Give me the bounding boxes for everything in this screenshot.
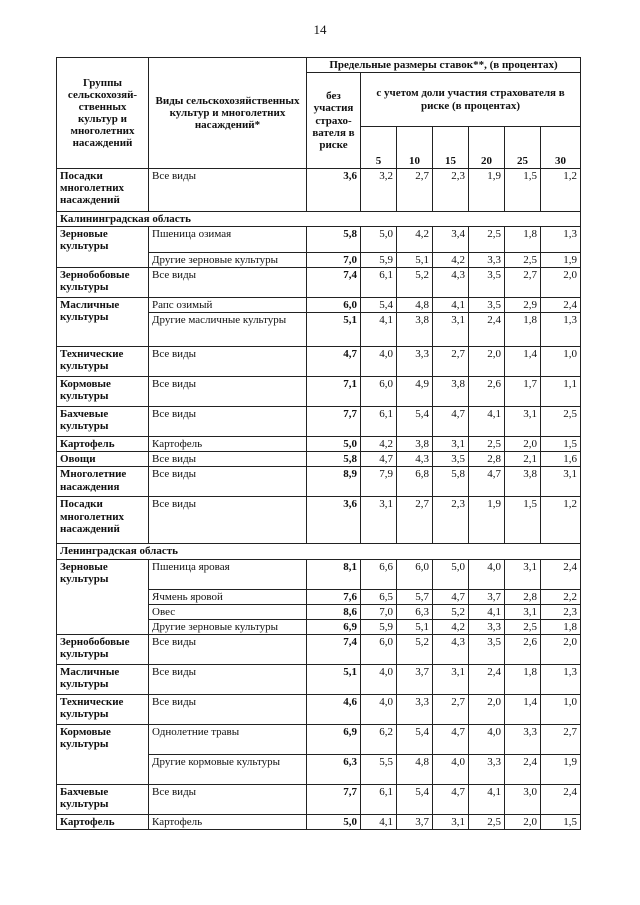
rate-share-10-cell: 3,7 [397, 814, 433, 829]
rate-share-10-cell: 6,0 [397, 559, 433, 589]
rate-share-20-cell: 1,9 [469, 497, 505, 544]
rate-share-25-cell: 2,0 [505, 437, 541, 452]
rate-share-20-cell: 2,8 [469, 452, 505, 467]
rate-share-30-cell: 1,8 [541, 619, 581, 634]
rate-share-25-cell: 1,8 [505, 313, 541, 347]
rate-share-20-cell: 3,3 [469, 253, 505, 268]
base-rate-cell: 7,7 [307, 407, 361, 437]
rate-share-25-cell: 2,4 [505, 754, 541, 784]
crop-group-cell: Зернобобовые культуры [57, 634, 149, 664]
table-row [57, 437, 581, 452]
rate-share-15-cell: 4,3 [433, 634, 469, 664]
base-rate-cell: 8,1 [307, 559, 361, 589]
rate-share-10-cell: 2,7 [397, 497, 433, 544]
table-row [57, 634, 581, 664]
rate-share-5-cell: 6,2 [361, 724, 397, 754]
crop-group-cell: Кормовые культуры [57, 377, 149, 407]
table-row [57, 347, 581, 377]
header-share-10: 10 [397, 127, 433, 169]
crop-kind-cell: Другие масличные культуры [149, 313, 307, 347]
crop-kind-cell: Пшеница яровая [149, 559, 307, 589]
base-rate-cell: 5,8 [307, 452, 361, 467]
rate-share-5-cell: 5,9 [361, 253, 397, 268]
rate-share-5-cell: 4,0 [361, 694, 397, 724]
rate-share-30-cell: 2,4 [541, 784, 581, 814]
rate-share-20-cell: 2,5 [469, 437, 505, 452]
rate-share-10-cell: 5,4 [397, 407, 433, 437]
rate-share-10-cell: 5,2 [397, 268, 433, 298]
rate-share-30-cell: 1,6 [541, 452, 581, 467]
crop-kind-cell: Все виды [149, 169, 307, 212]
rate-share-5-cell: 6,6 [361, 559, 397, 589]
table-row [57, 298, 581, 313]
rate-share-30-cell: 2,2 [541, 589, 581, 604]
rate-share-30-cell: 1,5 [541, 437, 581, 452]
base-rate-cell: 5,0 [307, 814, 361, 829]
rate-share-15-cell: 4,2 [433, 253, 469, 268]
base-rate-cell: 8,9 [307, 467, 361, 497]
rate-share-15-cell: 5,8 [433, 467, 469, 497]
crop-kind-cell: Другие кормовые культуры [149, 754, 307, 784]
rate-share-5-cell: 5,9 [361, 619, 397, 634]
rate-share-20-cell: 2,6 [469, 377, 505, 407]
crop-group-cell: Бахчевые культуры [57, 407, 149, 437]
rate-share-10-cell: 3,3 [397, 694, 433, 724]
crop-group-cell: Масличные культуры [57, 664, 149, 694]
crop-kind-cell: Все виды [149, 467, 307, 497]
crop-kind-cell: Рапс озимый [149, 298, 307, 313]
rate-share-25-cell: 2,0 [505, 814, 541, 829]
rate-share-5-cell: 7,0 [361, 604, 397, 619]
rate-share-10-cell: 2,7 [397, 169, 433, 212]
rate-share-25-cell: 3,3 [505, 724, 541, 754]
rate-share-30-cell: 2,0 [541, 268, 581, 298]
base-rate-cell: 7,1 [307, 377, 361, 407]
crop-group-cell: Масличные культуры [57, 298, 149, 347]
crop-kind-cell: Все виды [149, 268, 307, 298]
table-row [57, 814, 581, 829]
rate-share-5-cell: 6,0 [361, 377, 397, 407]
crop-group-cell: Посадки многолетних насаждений [57, 497, 149, 544]
rate-share-10-cell: 3,8 [397, 313, 433, 347]
crop-group-cell: Технические культуры [57, 347, 149, 377]
rate-share-5-cell: 6,5 [361, 589, 397, 604]
base-rate-cell: 7,4 [307, 634, 361, 664]
rate-share-5-cell: 4,0 [361, 664, 397, 694]
rate-share-10-cell: 4,8 [397, 298, 433, 313]
base-rate-cell: 6,9 [307, 724, 361, 754]
crop-group-cell: Технические культуры [57, 694, 149, 724]
table-row [57, 268, 581, 298]
rate-share-15-cell: 3,1 [433, 313, 469, 347]
rate-share-30-cell: 2,4 [541, 559, 581, 589]
rate-share-20-cell: 3,7 [469, 589, 505, 604]
header-share-column: с учетом доли участия страхователя в риске (в процентах) [361, 73, 581, 127]
base-rate-cell: 5,0 [307, 437, 361, 452]
rate-share-5-cell: 4,1 [361, 313, 397, 347]
region-name: Ленинградская область [57, 544, 581, 559]
rate-share-10-cell: 4,2 [397, 227, 433, 253]
crop-kind-cell: Картофель [149, 814, 307, 829]
crop-kind-cell: Все виды [149, 664, 307, 694]
rate-share-5-cell: 3,1 [361, 497, 397, 544]
crop-group-cell: Многолетние насаждения [57, 467, 149, 497]
header-share-15: 15 [433, 127, 469, 169]
rate-share-30-cell: 1,1 [541, 377, 581, 407]
rate-share-20-cell: 3,5 [469, 268, 505, 298]
rate-share-10-cell: 5,4 [397, 724, 433, 754]
crop-group-cell: Зерновые культуры [57, 227, 149, 268]
rate-share-5-cell: 5,4 [361, 298, 397, 313]
crop-group-cell: Зернобобовые культуры [57, 268, 149, 298]
base-rate-cell: 5,8 [307, 227, 361, 253]
rate-share-10-cell: 6,3 [397, 604, 433, 619]
table-header [57, 58, 581, 169]
crop-kind-cell: Ячмень яровой [149, 589, 307, 604]
rate-share-5-cell: 6,1 [361, 268, 397, 298]
rate-share-30-cell: 2,3 [541, 604, 581, 619]
rate-share-30-cell: 2,5 [541, 407, 581, 437]
rate-share-25-cell: 1,4 [505, 694, 541, 724]
rate-share-5-cell: 3,2 [361, 169, 397, 212]
table-row [57, 559, 581, 589]
region-row [57, 212, 581, 227]
crop-kind-cell: Все виды [149, 347, 307, 377]
crop-kind-cell: Все виды [149, 694, 307, 724]
rate-share-5-cell: 5,5 [361, 754, 397, 784]
rate-share-25-cell: 1,8 [505, 664, 541, 694]
header-kind-column: Виды сельскохозяйственных культур и многолетних насаждений* [149, 58, 307, 169]
crop-group-cell: Овощи [57, 452, 149, 467]
rate-share-25-cell: 1,7 [505, 377, 541, 407]
rate-share-30-cell: 1,3 [541, 227, 581, 253]
rate-share-15-cell: 3,1 [433, 814, 469, 829]
table-row [57, 694, 581, 724]
rate-share-15-cell: 2,3 [433, 169, 469, 212]
rate-share-10-cell: 4,3 [397, 452, 433, 467]
rate-share-20-cell: 2,0 [469, 347, 505, 377]
rate-share-10-cell: 3,7 [397, 664, 433, 694]
rate-share-30-cell: 2,7 [541, 724, 581, 754]
rate-share-30-cell: 2,4 [541, 298, 581, 313]
crop-group-cell: Картофель [57, 437, 149, 452]
region-row [57, 544, 581, 559]
rate-share-20-cell: 2,5 [469, 227, 505, 253]
rate-share-25-cell: 1,4 [505, 347, 541, 377]
header-share-30: 30 [541, 127, 581, 169]
rate-share-15-cell: 5,2 [433, 604, 469, 619]
rate-share-25-cell: 3,1 [505, 407, 541, 437]
table-row [57, 227, 581, 253]
base-rate-cell: 4,6 [307, 694, 361, 724]
base-rate-cell: 6,3 [307, 754, 361, 784]
rate-share-5-cell: 4,7 [361, 452, 397, 467]
rate-share-10-cell: 4,9 [397, 377, 433, 407]
rate-share-15-cell: 4,7 [433, 407, 469, 437]
rate-share-10-cell: 3,3 [397, 347, 433, 377]
rate-share-30-cell: 2,0 [541, 634, 581, 664]
rate-share-5-cell: 4,1 [361, 814, 397, 829]
rate-share-30-cell: 1,3 [541, 313, 581, 347]
base-rate-cell: 7,7 [307, 784, 361, 814]
header-limit-title: Предельные размеры ставок**, (в процентах) [307, 58, 581, 73]
table-row [57, 377, 581, 407]
rate-share-25-cell: 2,5 [505, 253, 541, 268]
crop-kind-cell: Все виды [149, 784, 307, 814]
rate-share-15-cell: 2,3 [433, 497, 469, 544]
region-name: Калининградская область [57, 212, 581, 227]
crop-kind-cell: Овес [149, 604, 307, 619]
rate-share-10-cell: 4,8 [397, 754, 433, 784]
rate-share-25-cell: 1,5 [505, 497, 541, 544]
rate-share-25-cell: 2,8 [505, 589, 541, 604]
rate-share-15-cell: 3,1 [433, 437, 469, 452]
rate-share-20-cell: 2,4 [469, 664, 505, 694]
table-row [57, 407, 581, 437]
rate-share-30-cell: 3,1 [541, 467, 581, 497]
rate-share-15-cell: 3,4 [433, 227, 469, 253]
base-rate-cell: 3,6 [307, 169, 361, 212]
rate-share-30-cell: 1,3 [541, 664, 581, 694]
rate-share-10-cell: 3,8 [397, 437, 433, 452]
crop-kind-cell: Картофель [149, 437, 307, 452]
rate-share-20-cell: 1,9 [469, 169, 505, 212]
rate-share-25-cell: 3,1 [505, 604, 541, 619]
rate-share-30-cell: 1,2 [541, 169, 581, 212]
rate-share-15-cell: 4,1 [433, 298, 469, 313]
rate-share-20-cell: 2,0 [469, 694, 505, 724]
rate-share-5-cell: 7,9 [361, 467, 397, 497]
table-row [57, 664, 581, 694]
rate-share-15-cell: 4,0 [433, 754, 469, 784]
rate-share-20-cell: 4,7 [469, 467, 505, 497]
crop-group-cell: Посадки многолетних насаждений [57, 169, 149, 212]
rate-share-20-cell: 2,5 [469, 814, 505, 829]
rate-share-15-cell: 3,5 [433, 452, 469, 467]
table-body [57, 169, 581, 830]
rate-share-5-cell: 5,0 [361, 227, 397, 253]
rate-share-15-cell: 3,1 [433, 664, 469, 694]
insurance-rates-table [56, 57, 581, 830]
rate-share-30-cell: 1,9 [541, 253, 581, 268]
page-number: 14 [313, 22, 327, 37]
base-rate-cell: 3,6 [307, 497, 361, 544]
table-row [57, 169, 581, 212]
rate-share-15-cell: 5,0 [433, 559, 469, 589]
rate-share-25-cell: 3,8 [505, 467, 541, 497]
rate-share-20-cell: 4,1 [469, 784, 505, 814]
rate-share-30-cell: 1,5 [541, 814, 581, 829]
crop-kind-cell: Все виды [149, 634, 307, 664]
rate-share-25-cell: 3,1 [505, 559, 541, 589]
base-rate-cell: 7,6 [307, 589, 361, 604]
header-group-column: Группы сельскохозяй-ственных культур и многолетних насаждений [57, 58, 149, 169]
rate-share-5-cell: 6,1 [361, 784, 397, 814]
header-base-column: без участия страхо-вателя в риске [307, 73, 361, 169]
rate-share-15-cell: 4,7 [433, 589, 469, 604]
rate-share-20-cell: 3,3 [469, 619, 505, 634]
rate-share-20-cell: 4,0 [469, 559, 505, 589]
rate-share-10-cell: 5,7 [397, 589, 433, 604]
crop-group-cell: Кормовые культуры [57, 724, 149, 784]
rate-share-20-cell: 3,5 [469, 298, 505, 313]
base-rate-cell: 5,1 [307, 313, 361, 347]
rate-share-5-cell: 6,0 [361, 634, 397, 664]
rate-share-10-cell: 5,1 [397, 253, 433, 268]
crop-kind-cell: Все виды [149, 452, 307, 467]
rate-share-30-cell: 1,9 [541, 754, 581, 784]
table-row [57, 724, 581, 754]
rate-share-15-cell: 2,7 [433, 347, 469, 377]
rate-share-15-cell: 4,2 [433, 619, 469, 634]
rate-share-20-cell: 2,4 [469, 313, 505, 347]
rate-share-10-cell: 5,4 [397, 784, 433, 814]
rate-share-15-cell: 2,7 [433, 694, 469, 724]
crop-kind-cell: Однолетние травы [149, 724, 307, 754]
crop-group-cell: Картофель [57, 814, 149, 829]
crop-kind-cell: Пшеница озимая [149, 227, 307, 253]
crop-kind-cell: Все виды [149, 407, 307, 437]
table-row [57, 452, 581, 467]
rate-share-25-cell: 2,6 [505, 634, 541, 664]
header-share-25: 25 [505, 127, 541, 169]
rate-share-10-cell: 6,8 [397, 467, 433, 497]
base-rate-cell: 6,0 [307, 298, 361, 313]
rate-share-25-cell: 2,7 [505, 268, 541, 298]
rate-share-15-cell: 4,3 [433, 268, 469, 298]
rate-share-30-cell: 1,0 [541, 694, 581, 724]
rate-share-25-cell: 1,5 [505, 169, 541, 212]
crop-kind-cell: Все виды [149, 497, 307, 544]
rate-share-30-cell: 1,2 [541, 497, 581, 544]
base-rate-cell: 8,6 [307, 604, 361, 619]
rate-share-20-cell: 4,1 [469, 407, 505, 437]
crop-group-cell: Бахчевые культуры [57, 784, 149, 814]
rate-share-25-cell: 2,9 [505, 298, 541, 313]
header-share-5: 5 [361, 127, 397, 169]
rate-share-15-cell: 4,7 [433, 724, 469, 754]
base-rate-cell: 7,4 [307, 268, 361, 298]
rate-share-25-cell: 1,8 [505, 227, 541, 253]
rate-share-25-cell: 3,0 [505, 784, 541, 814]
rate-share-25-cell: 2,1 [505, 452, 541, 467]
rate-share-15-cell: 3,8 [433, 377, 469, 407]
crop-group-cell: Зерновые культуры [57, 559, 149, 634]
rate-share-20-cell: 3,3 [469, 754, 505, 784]
header-share-20: 20 [469, 127, 505, 169]
crop-kind-cell: Другие зерновые культуры [149, 253, 307, 268]
rate-share-30-cell: 1,0 [541, 347, 581, 377]
table-row [57, 467, 581, 497]
rate-share-20-cell: 4,1 [469, 604, 505, 619]
table-row [57, 497, 581, 544]
base-rate-cell: 6,9 [307, 619, 361, 634]
rate-share-25-cell: 2,5 [505, 619, 541, 634]
base-rate-cell: 5,1 [307, 664, 361, 694]
crop-kind-cell: Другие зерновые культуры [149, 619, 307, 634]
table-row [57, 784, 581, 814]
rate-share-10-cell: 5,2 [397, 634, 433, 664]
rate-share-20-cell: 4,0 [469, 724, 505, 754]
base-rate-cell: 4,7 [307, 347, 361, 377]
base-rate-cell: 7,0 [307, 253, 361, 268]
rate-share-20-cell: 3,5 [469, 634, 505, 664]
rate-share-5-cell: 6,1 [361, 407, 397, 437]
crop-kind-cell: Все виды [149, 377, 307, 407]
rate-share-5-cell: 4,0 [361, 347, 397, 377]
rate-share-5-cell: 4,2 [361, 437, 397, 452]
rate-share-10-cell: 5,1 [397, 619, 433, 634]
rate-share-15-cell: 4,7 [433, 784, 469, 814]
